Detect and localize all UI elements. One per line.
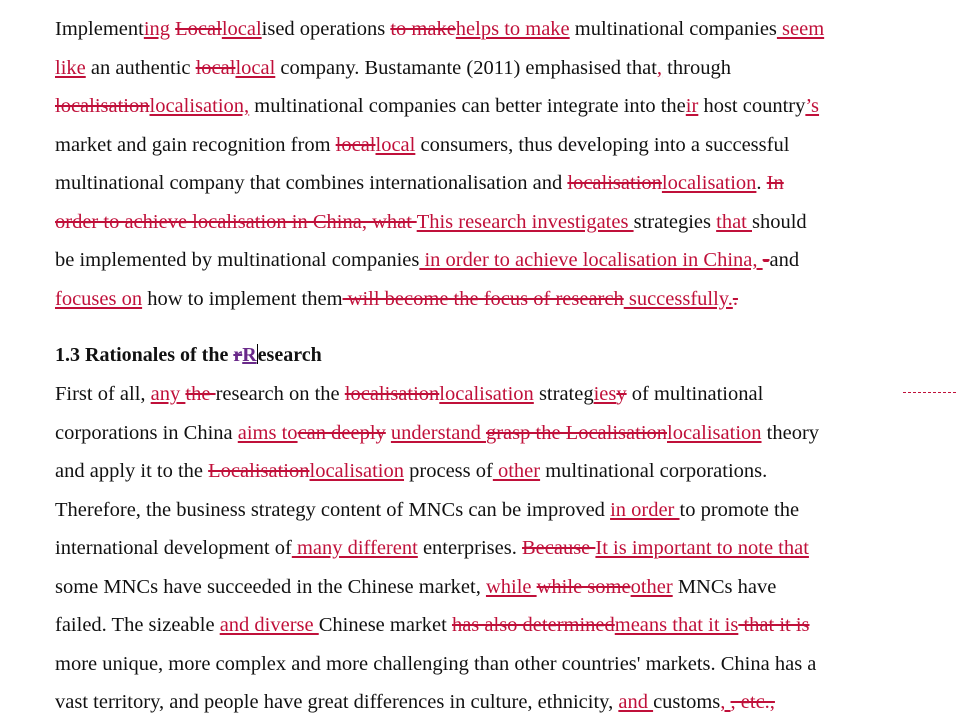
body-text: company. Bustamante (2011) emphasised that bbox=[275, 56, 657, 79]
body-text: market and gain recognition from bbox=[55, 133, 336, 156]
body-text: and bbox=[769, 249, 800, 271]
tracked-insertion: local bbox=[375, 133, 416, 156]
tracked-deletion: grasp the Localisation bbox=[485, 421, 668, 444]
tracked-deletion: , etc., bbox=[730, 691, 775, 713]
tracked-deletion: the bbox=[185, 383, 216, 405]
text-line bbox=[55, 94, 819, 118]
tracked-deletion: localisation bbox=[344, 383, 440, 405]
tracked-insertion: helps to make bbox=[455, 18, 570, 40]
tracked-insertion: aims to bbox=[237, 421, 298, 444]
tracked-deletion: y bbox=[616, 383, 627, 405]
text-line bbox=[55, 690, 775, 714]
tracked-insertion: local bbox=[235, 56, 276, 79]
tracked-insertion: local bbox=[221, 18, 262, 40]
body-text: . bbox=[756, 172, 767, 194]
tracked-deletion: order to achieve localisation in China, what bbox=[55, 210, 417, 233]
tracked-deletion: local bbox=[195, 56, 236, 79]
text-line bbox=[55, 459, 767, 483]
body-text: vast territory, and people have great differences in culture, ethnicity, bbox=[55, 691, 619, 713]
body-text: theory bbox=[761, 421, 820, 444]
tracked-insertion: ir bbox=[685, 95, 699, 117]
tracked-deletion: to make bbox=[390, 18, 456, 40]
body-text: to promote the bbox=[679, 498, 800, 521]
tracked-insertion: any bbox=[150, 383, 186, 405]
tracked-deletion: Because bbox=[521, 537, 596, 559]
body-text: through bbox=[662, 56, 731, 79]
text-line bbox=[55, 56, 731, 80]
tracked-insertion: , bbox=[656, 56, 663, 79]
comment-margin-marker[interactable] bbox=[903, 392, 956, 393]
text-line bbox=[55, 171, 784, 195]
tracked-deletion: that it is bbox=[738, 614, 810, 636]
tracked-deletion: will become the focus of research bbox=[342, 287, 624, 310]
tracked-deletion: Local bbox=[175, 18, 222, 40]
body-text: corporations in China bbox=[55, 421, 238, 444]
body-text: customs bbox=[653, 691, 721, 713]
heading-text-rest: esearch bbox=[257, 344, 322, 366]
text-line bbox=[55, 382, 763, 406]
text-line bbox=[55, 498, 799, 522]
body-text: multinational companies bbox=[569, 18, 777, 40]
tracked-deletion: localisation bbox=[55, 95, 150, 117]
tracked-insertion: means that it is bbox=[614, 614, 739, 636]
tracked-deletion: has also determined bbox=[451, 614, 615, 636]
text-line bbox=[55, 613, 810, 637]
tracked-insertion: successfully. bbox=[623, 287, 733, 310]
tracked-deletion: - bbox=[762, 249, 770, 271]
text-line bbox=[55, 575, 776, 599]
text-line bbox=[55, 17, 824, 41]
tracked-insertion: focuses on bbox=[55, 287, 143, 310]
tracked-insertion: localisation bbox=[439, 383, 534, 405]
tracked-deletion: . bbox=[732, 287, 738, 310]
body-text: Chinese market bbox=[318, 614, 452, 636]
tracked-insertion: seem bbox=[776, 18, 825, 40]
tracked-deletion: local bbox=[335, 133, 376, 156]
tracked-insertion: understand bbox=[390, 421, 486, 444]
body-text: multinational corporations. bbox=[540, 460, 768, 482]
tracked-insertion: ing bbox=[143, 18, 171, 40]
deleted-char: r bbox=[233, 344, 243, 366]
body-text: international development of bbox=[55, 537, 292, 559]
tracked-insertion: localisation bbox=[661, 172, 757, 194]
body-text: should bbox=[752, 210, 807, 233]
tracked-insertion: in order bbox=[610, 498, 680, 521]
body-text: more unique, more complex and more challenging than other countries' markets. China has a bbox=[55, 652, 817, 675]
tracked-insertion: It is important to note that bbox=[595, 537, 809, 559]
text-line bbox=[55, 652, 816, 676]
body-text: multinational companies can better integrate into the bbox=[249, 95, 686, 117]
tracked-insertion: This research investigates bbox=[416, 210, 634, 233]
body-text: strategies bbox=[633, 210, 717, 233]
body-text: failed. The sizeable bbox=[55, 614, 220, 636]
tracked-insertion: and diverse bbox=[219, 614, 319, 636]
body-text: an authentic bbox=[85, 56, 196, 79]
body-text: strateg bbox=[533, 383, 594, 405]
text-line bbox=[55, 133, 789, 157]
body-text: ised operations bbox=[261, 18, 391, 40]
tracked-deletion: In bbox=[766, 172, 784, 194]
body-text: be implemented by multinational companies bbox=[55, 249, 420, 271]
body-text: of multinational bbox=[626, 383, 764, 405]
tracked-insertion: localisation bbox=[667, 421, 762, 444]
tracked-insertion: many different bbox=[291, 537, 418, 559]
body-text: host country bbox=[698, 95, 806, 117]
heading-text: 1.3 Rationales of the bbox=[55, 344, 234, 366]
tracked-insertion: and bbox=[618, 691, 654, 713]
tracked-insertion: that bbox=[716, 210, 752, 233]
tracked-insertion: in order to achieve localisation in China, bbox=[419, 249, 763, 271]
text-line bbox=[55, 421, 819, 445]
text-line bbox=[55, 536, 809, 560]
body-text: multinational company that combines internationalisation and bbox=[55, 172, 568, 194]
tracked-deletion: while some bbox=[536, 575, 631, 598]
body-text: research on the bbox=[215, 383, 345, 405]
tracked-insertion: other bbox=[630, 575, 673, 598]
tracked-insertion: like bbox=[55, 56, 86, 79]
tracked-insertion: other bbox=[492, 460, 541, 482]
tracked-insertion: ies bbox=[593, 383, 617, 405]
tracked-deletion: Localisation bbox=[208, 460, 310, 482]
tracked-insertion: ’s bbox=[805, 95, 820, 117]
body-text: process of bbox=[404, 460, 493, 482]
tracked-insertion: while bbox=[485, 575, 537, 598]
body-text: First of all, bbox=[55, 383, 151, 405]
tracked-deletion: can deeply bbox=[297, 421, 386, 444]
tracked-deletion: localisation bbox=[567, 172, 662, 194]
text-line bbox=[55, 287, 738, 311]
inserted-char: R bbox=[242, 344, 257, 366]
body-text: enterprises. bbox=[417, 537, 522, 559]
body-text: some MNCs have succeeded in the Chinese market, bbox=[55, 575, 486, 598]
body-text: Therefore, the business strategy content of MNCs can be improved bbox=[55, 498, 611, 521]
body-text: and apply it to the bbox=[55, 460, 209, 482]
text-line bbox=[55, 248, 799, 272]
section-heading bbox=[55, 343, 322, 367]
body-text: MNCs have bbox=[672, 575, 777, 598]
body-text: consumers, thus developing into a successful bbox=[415, 133, 790, 156]
tracked-insertion: , bbox=[720, 691, 731, 713]
text-line bbox=[55, 210, 807, 234]
tracked-insertion: localisation bbox=[309, 460, 405, 482]
tracked-insertion: localisation, bbox=[149, 95, 250, 117]
body-text: Implement bbox=[55, 18, 144, 40]
body-text: how to implement them bbox=[142, 287, 343, 310]
